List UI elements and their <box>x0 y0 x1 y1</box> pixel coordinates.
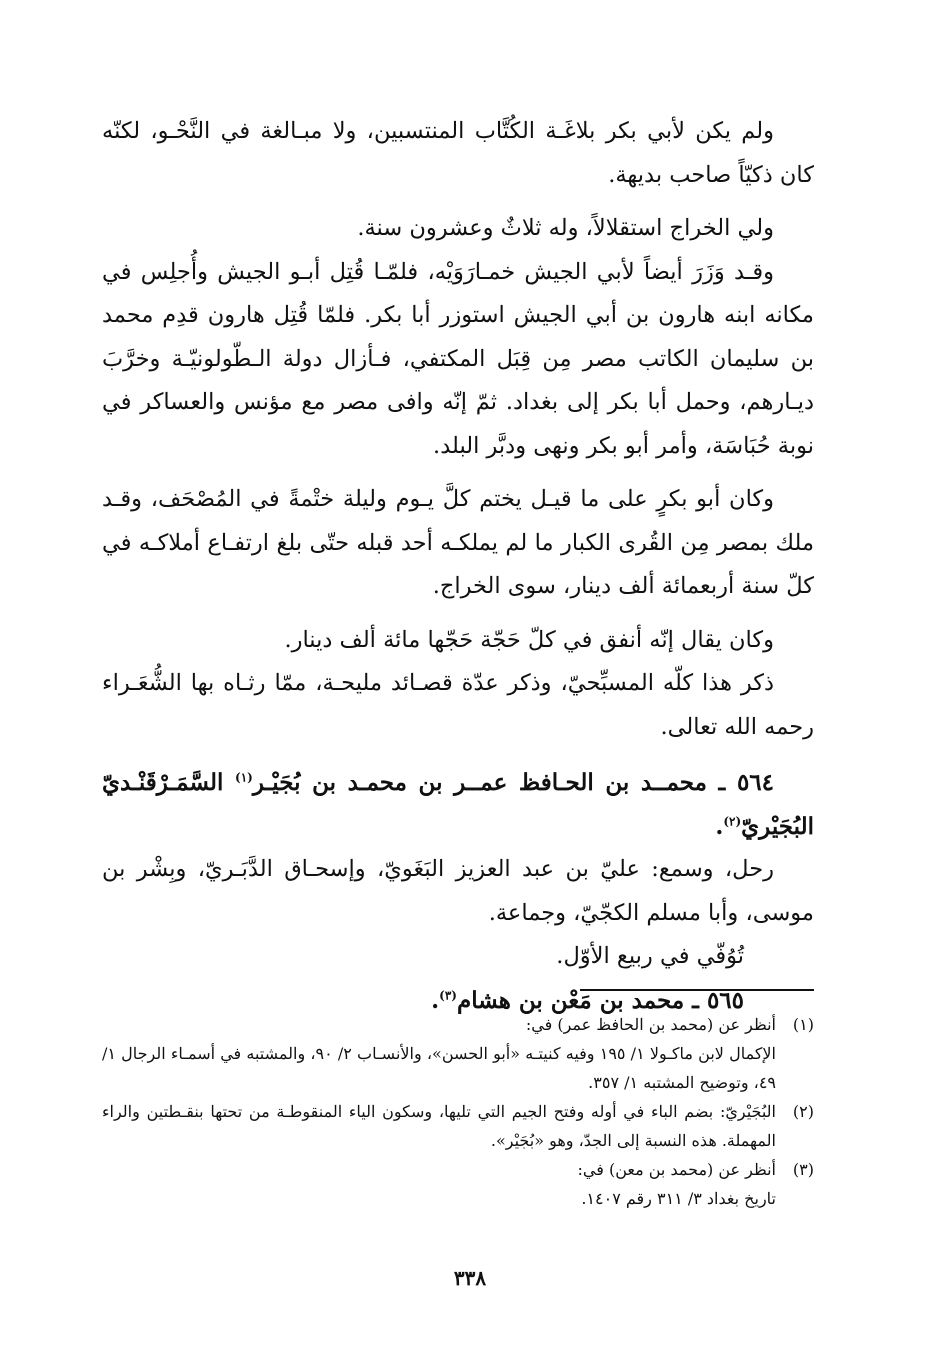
paragraph: وكان أبو بكرٍ على ما قيـل يختم كلَّ يـوم وليلة ختْمةً في المُصْحَف، وقـد ملك بمصر مِن القُرى الكبار ما لم يملكـه أحد قبله حتّى بلغ ارتفـاع أملاكـه في كلّ سنة أربعمائة ألف دينار، سوى الخراج. <box>102 486 814 599</box>
entry-name: السَّمَـرْقَنْـديّ البُجَيْريّ <box>102 769 814 840</box>
footnote-number: (٢) <box>792 1102 814 1121</box>
entry-number: ٥٦٤ <box>736 769 774 796</box>
entry-end: . <box>715 812 724 840</box>
footnote-line: البُجَيْريّ: بضم الباء في أوله وفتح الجيم التي تليها، وسكون الياء المنقوطـة من تحتها بنقـطتين والراء المهملة. هذه النسبة إلى الجدّ، وهو «بُجَيْر». <box>102 1102 776 1150</box>
page-number: ٣٣٨ <box>453 1266 487 1290</box>
paragraph: ولم يكن لأبي بكر بلاغَـة الكُتَّاب المنتسبين، ولا مبـالغة في النَّحْـو، لكنّه كان ذكيّاً صاحب بديهة. <box>102 118 814 188</box>
entry-name: ـ محمــد بن الحـافظ عمــر بن محمـد بن بُجَيْـر <box>252 769 726 796</box>
footnote-line: أنظر عن (محمد بن معن) في: <box>577 1160 776 1179</box>
footnote-ref: (٢) <box>723 813 742 828</box>
footnotes <box>102 1010 814 1213</box>
footnote-ref: (١) <box>235 770 253 785</box>
footnote <box>102 1097 814 1155</box>
paragraph: وكان يقال إنّه أنفق في كلّ حَجّة حَجّها مائة ألف دينار. <box>284 626 774 653</box>
paragraph: ذكر هذا كلّه المسبِّحيّ، وذكر عدّة قصـائد مليحـة، ممّا رثـاه بها الشُّعَـراء رحمه الله تعالى. <box>102 670 814 740</box>
footnote <box>102 1155 814 1213</box>
entry-end: . <box>431 986 440 1014</box>
footnote-number: (٣) <box>792 1160 814 1179</box>
paragraph: ولي الخراج استقلالاً، وله ثلاثٌ وعشرون سنة. <box>357 215 774 241</box>
paragraph: رحل، وسمع: عليّ بن عبد العزيز البَغَويّ، وإسحـاق الدَّبَـريّ، وبِشْر بن موسى، وأبا مسلم الكجّيّ، وجماعة. <box>102 856 814 926</box>
footnote-number: (١) <box>792 1015 814 1034</box>
footnote-line: الإكمال لابن ماكـولا ١/ ١٩٥ وفيه كنيتـه «أبو الحسن»، والأنسـاب ٢/ ٩٠، والمشتبه في أسمـاء الرجال ١/ ٤٩، وتوضيح المشتبه ١/ ٣٥٧. <box>102 1044 777 1092</box>
footnote-ref: (٣) <box>439 987 457 1002</box>
footnote-divider <box>580 989 814 991</box>
paragraph: وقـد وَزَرَ أيضاً لأبي الجيش خمـارَوَيْه، فلمّـا قُتِل أبـو الجيش وأُجلِس في مكانه ابنه هارون بن أبي الجيش استوزر أبا بكر. فلمّا قُتِل هارون قدِم محمد بن سليمان الكاتب مصر مِن قِبَل المكتفي، فـأزال دولة الـطّولونيّـة وخرَّبَ ديـارهم، وحمل أبا بكر إلى بغداد. ثمّ إنّه وافى مصر مع مؤنس والعساكر في نوبة حُبَاسَة، وأمر أبو بكر ونهى ودبَّر البلد. <box>102 258 814 459</box>
entry-number: ٥٦٥ <box>706 986 744 1014</box>
main-text <box>102 110 814 1022</box>
paragraph: تُوُفّي في ربيع الأوّل. <box>556 943 744 969</box>
entry-heading-564 <box>102 761 814 848</box>
entry-name: ـ محمد بن مَعْن بن هشام <box>456 986 699 1014</box>
footnote-line: أنظر عن (محمد بن الحافظ عمر) في: <box>525 1015 776 1034</box>
footnote-line: تاريخ بغداد ٣/ ٣١١ رقم ١٤٠٧. <box>581 1189 776 1208</box>
footnote <box>102 1010 814 1097</box>
